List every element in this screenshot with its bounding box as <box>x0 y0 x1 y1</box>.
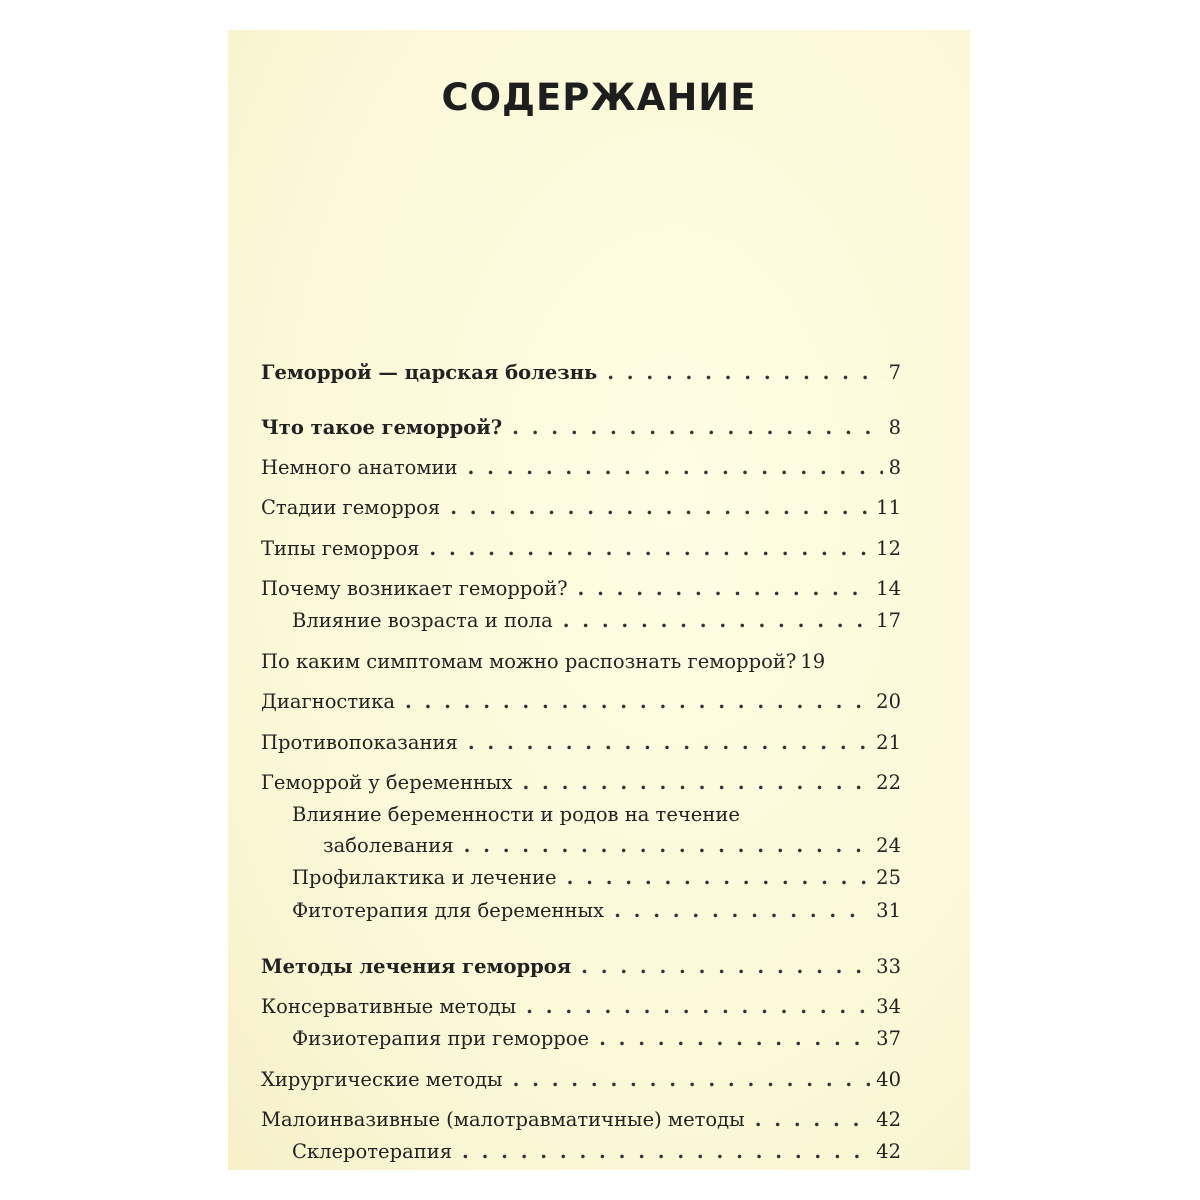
toc-entry-page: 7 <box>888 361 901 384</box>
toc-entry-label: Немного анатомии <box>261 456 458 479</box>
toc-entry-pregnancy <box>261 770 901 796</box>
toc-entry-page: 20 <box>876 690 901 713</box>
toc-leader-dots <box>522 770 870 796</box>
toc-entry-label: заболевания <box>323 834 454 857</box>
toc-entry-page: 42 <box>876 1108 901 1131</box>
toc-entry-label: Фитотерапия для беременных <box>292 899 605 922</box>
toc-entry-sclerotherapy <box>292 1139 901 1165</box>
toc-entry-label: Профилактика и лечение <box>292 866 557 889</box>
toc-leader-dots <box>607 360 882 386</box>
toc-leader-dots <box>755 1107 870 1133</box>
toc-entry-page: 17 <box>876 609 901 632</box>
toc-entry-diagnostics <box>261 689 901 715</box>
toc-entry-page: 40 <box>876 1068 901 1091</box>
toc-leader-dots <box>512 415 882 441</box>
toc-leader-dots <box>405 689 870 715</box>
toc-entry-causes <box>261 576 901 602</box>
toc-entry-label: По каким симптомам можно распознать геморрой? <box>261 650 797 673</box>
toc-leader-dots <box>513 1067 871 1093</box>
toc-entry-page: 33 <box>876 955 901 978</box>
table-of-contents <box>261 30 901 1170</box>
toc-entry-types <box>261 536 901 562</box>
toc-leader-dots <box>468 455 883 481</box>
toc-entry-page: 14 <box>876 577 901 600</box>
toc-leader-dots <box>429 536 870 562</box>
toc-entry-minimally-invasive <box>261 1107 901 1133</box>
toc-leader-dots <box>468 730 870 756</box>
toc-entry-page: 19 <box>800 650 826 673</box>
toc-entry-page: 8 <box>888 456 901 479</box>
toc-entry-prevention <box>292 865 901 891</box>
toc-leader-dots <box>563 608 870 634</box>
toc-entry-contraindications <box>261 730 901 756</box>
toc-entry-page: 21 <box>876 731 901 754</box>
toc-entry-pregnancy-influence <box>323 833 901 859</box>
toc-entry-label: Почему возникает геморрой? <box>261 577 568 600</box>
toc-entry-label: Противопоказания <box>261 731 458 754</box>
toc-entry-label: Хирургические методы <box>261 1068 503 1091</box>
toc-leader-dots <box>464 833 871 859</box>
toc-entry-label: Малоинвазивные (малотравматичные) методы <box>261 1108 745 1131</box>
toc-entry-page: 11 <box>876 496 901 519</box>
toc-leader-dots <box>599 1026 870 1052</box>
toc-entry-label: Диагностика <box>261 690 395 713</box>
toc-entry-physiotherapy <box>292 1026 901 1052</box>
toc-entry-page: 25 <box>876 866 901 889</box>
toc-entry-label: Геморрой — царская болезнь <box>261 361 598 384</box>
toc-entry-what-is <box>261 415 901 441</box>
toc-entry-page: 24 <box>876 834 901 857</box>
toc-entry-page: 12 <box>876 537 901 560</box>
toc-entry-label: Влияние возраста и пола <box>292 609 553 632</box>
toc-entry-anatomy <box>261 455 901 481</box>
toc-entry-label: Геморрой у беременных <box>261 771 513 794</box>
toc-entry-page: 8 <box>888 416 901 439</box>
toc-leader-dots <box>450 495 870 521</box>
toc-leader-dots <box>526 994 870 1020</box>
toc-leader-dots <box>614 898 870 924</box>
toc-entry-royal-disease <box>261 360 901 386</box>
toc-entry-label: Склеротерапия <box>292 1140 452 1163</box>
toc-entry-label: Методы лечения геморроя <box>261 955 572 978</box>
toc-entry-label: Физиотерапия при геморрое <box>292 1027 590 1050</box>
toc-leader-dots <box>581 954 870 980</box>
toc-entry-page: 22 <box>876 771 901 794</box>
toc-entry-symptoms <box>261 649 901 675</box>
toc-entry-page: 31 <box>876 899 901 922</box>
toc-leader-dots <box>578 576 871 602</box>
toc-entry-phytotherapy <box>292 898 901 924</box>
toc-leader-dots <box>462 1139 870 1165</box>
toc-entry-surgical <box>261 1067 901 1093</box>
toc-entry-label-line1: Влияние беременности и родов на течение <box>292 803 740 826</box>
toc-entry-label: Что такое геморрой? <box>261 416 503 439</box>
book-page <box>228 30 970 1170</box>
toc-entry-treatment-methods <box>261 954 901 980</box>
toc-entry-page: 34 <box>876 995 901 1018</box>
toc-entry-page: 42 <box>876 1140 901 1163</box>
toc-entry-label: Типы геморроя <box>261 537 420 560</box>
toc-entry-label: Стадии геморроя <box>261 496 441 519</box>
toc-entry-conservative <box>261 994 901 1020</box>
toc-leader-dots <box>567 865 871 891</box>
toc-entry-stages <box>261 495 901 521</box>
page-title: СОДЕРЖАНИЕ <box>441 76 757 119</box>
toc-entry-page: 37 <box>876 1027 901 1050</box>
toc-entry-label: Консервативные методы <box>261 995 517 1018</box>
toc-entry-age-gender <box>292 608 901 634</box>
